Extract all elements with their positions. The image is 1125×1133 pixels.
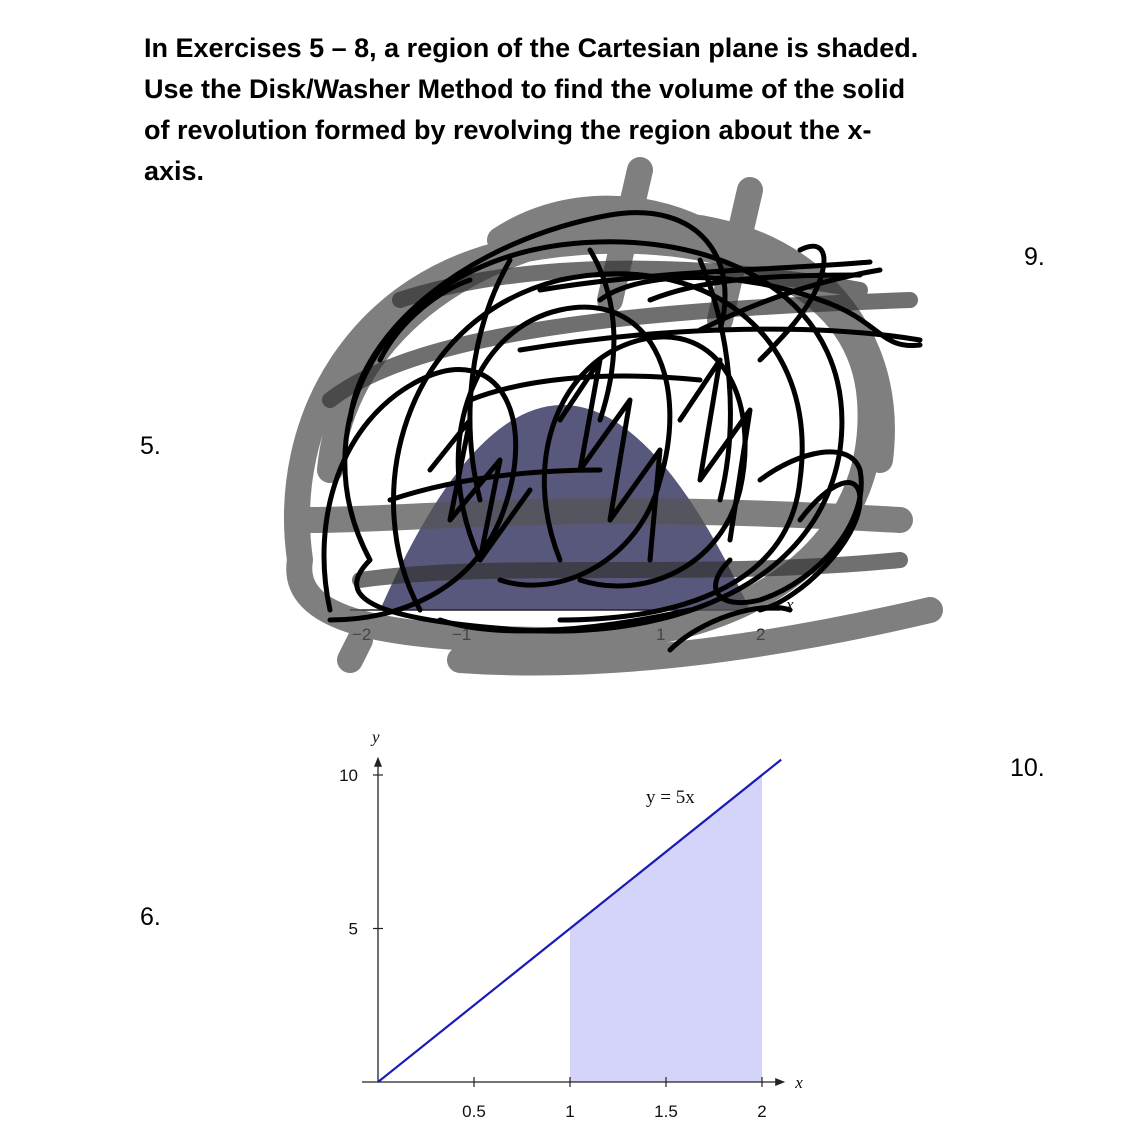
x-tick-label: 1.5: [654, 1102, 678, 1121]
exercise-5-tick-label: 1: [656, 625, 666, 644]
y-axis-label: y: [372, 727, 380, 747]
y-axis-arrow-icon: [374, 757, 382, 767]
exercise-number-10: 10.: [1010, 754, 1045, 782]
exercise-number-6: 6.: [140, 903, 161, 931]
instructions-line-4: axis.: [144, 156, 205, 186]
exercise-number-5: 5.: [140, 432, 161, 460]
exercise-5-tick-label: −2: [352, 625, 372, 644]
x-tick-label: 0.5: [462, 1102, 486, 1121]
y-tick-label: 10: [339, 766, 358, 785]
exercise-number-9: 9.: [1024, 243, 1045, 271]
x-tick-label: 1: [565, 1102, 575, 1121]
curve-label: y = 5x: [646, 787, 695, 808]
y-tick-label: 5: [348, 919, 358, 939]
instructions-line-3: of revolution formed by revolving the region about the x-: [144, 115, 872, 145]
x-axis-label: x: [795, 1073, 803, 1092]
shaded-region: [570, 775, 762, 1082]
x-axis-arrow-icon: [775, 1078, 785, 1086]
exercise-5-tick-label: 2: [756, 625, 766, 644]
exercise-5-tick-label: −1: [452, 625, 472, 644]
exercise-5-x-axis-label: x: [786, 595, 794, 614]
x-tick-label: 2: [757, 1102, 767, 1121]
instructions-line-2: Use the Disk/Washer Method to find the volume of the solid: [144, 74, 906, 104]
instructions-line-1: In Exercises 5 – 8, a region of the Cartesian plane is shaded.: [144, 33, 919, 63]
